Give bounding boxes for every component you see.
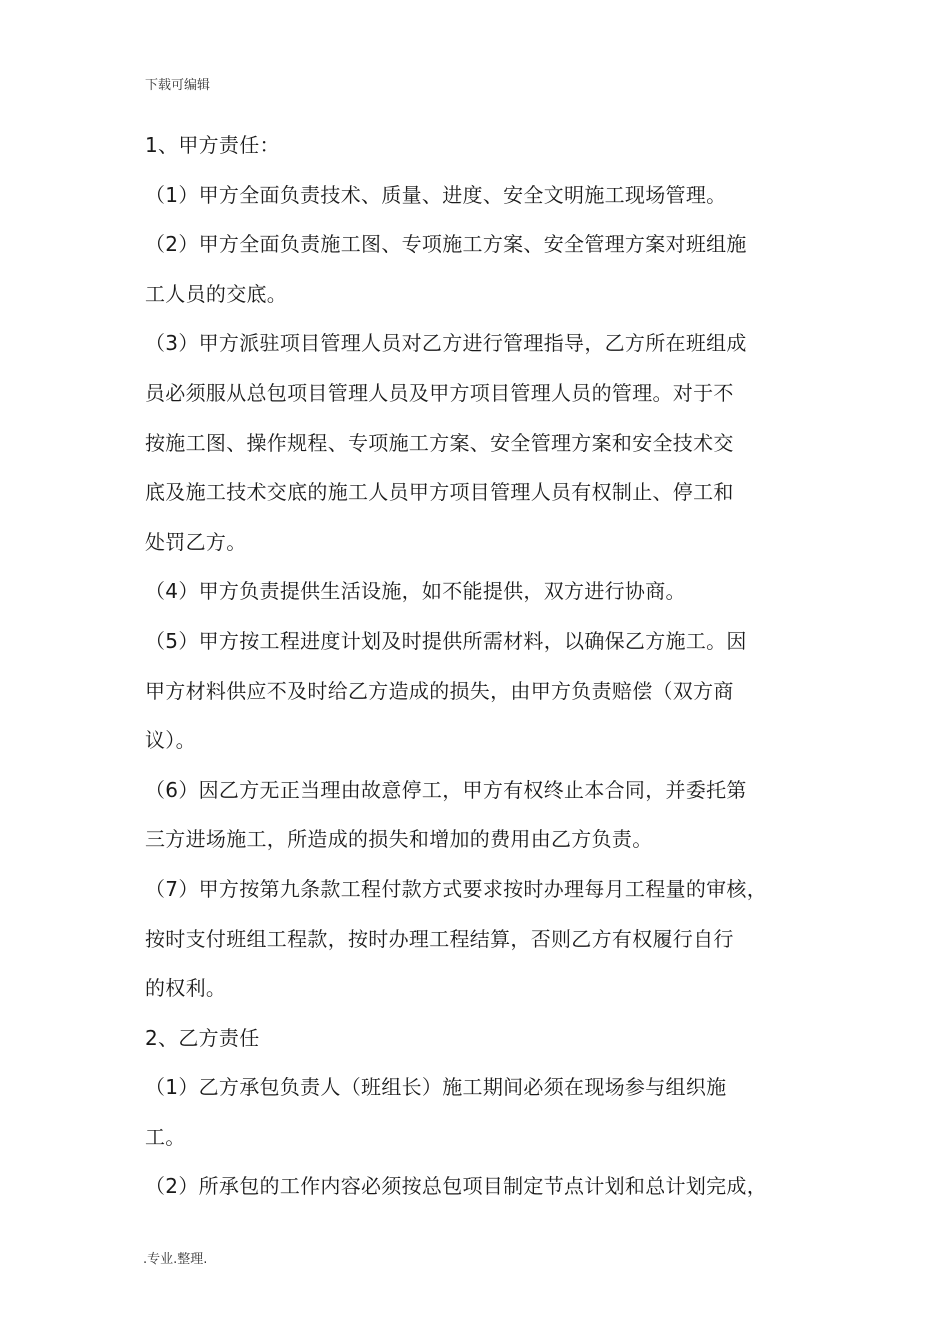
text-line: 按时支付班组工程款，按时办理工程结算，否则乙方有权履行自行: [145, 926, 734, 951]
text-line: （2）甲方全面负责施工图、专项施工方案、安全管理方案对班组施: [145, 232, 747, 257]
text-line: 的权利。: [145, 976, 227, 1001]
page-header: 下载可编辑: [145, 78, 211, 93]
text-line: （1）乙方承包负责人（班组长）施工期间必须在现场参与组织施: [145, 1075, 727, 1100]
text-line: 工。: [145, 1124, 186, 1149]
text-line: （3）甲方派驻项目管理人员对乙方进行管理指导，乙方所在班组成: [145, 331, 747, 356]
text-line: 按施工图、操作规程、专项施工方案、安全管理方案和安全技术交: [145, 430, 734, 455]
text-line: 底及施工技术交底的施工人员甲方项目管理人员有权制止、停工和: [145, 480, 734, 505]
text-line: （7）甲方按第九条款工程付款方式要求按时办理每月工程量的审核，: [145, 876, 768, 901]
text-line: （1）甲方全面负责技术、质量、进度、安全文明施工现场管理。: [145, 182, 727, 207]
document-body: [145, 127, 835, 1218]
section-heading: 1、甲方责任：: [145, 133, 280, 157]
text-line: 员必须服从总包项目管理人员及甲方项目管理人员的管理。对于不: [145, 380, 734, 405]
page-footer: .专业.整理.: [143, 1252, 208, 1267]
text-line: 处罚乙方。: [145, 529, 247, 554]
text-line: 甲方材料供应不及时给乙方造成的损失，由甲方负责赔偿（双方商: [145, 678, 734, 703]
text-line: （4）甲方负责提供生活设施，如不能提供，双方进行协商。: [145, 579, 686, 604]
text-line: 三方进场施工，所造成的损失和增加的费用由乙方负责。: [145, 827, 653, 852]
text-line: （6）因乙方无正当理由故意停工，甲方有权终止本合同，并委托第: [145, 777, 747, 802]
section-heading: 2、乙方责任: [145, 1025, 260, 1050]
text-line: 议）。: [145, 728, 196, 753]
text-line: （5）甲方按工程进度计划及时提供所需材料，以确保乙方施工。因: [145, 628, 747, 653]
text-line: （2）所承包的工作内容必须按总包项目制定节点计划和总计划完成，: [145, 1174, 768, 1199]
text-line: 工人员的交底。: [145, 281, 288, 306]
